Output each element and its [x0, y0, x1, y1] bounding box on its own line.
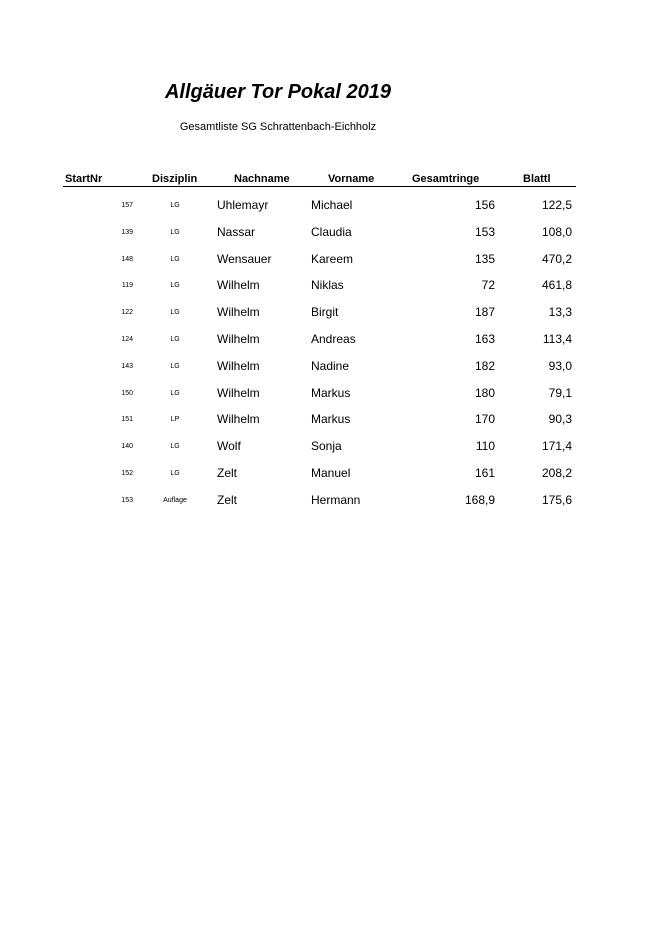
cell-nachname: Wilhelm [217, 358, 260, 373]
table-row [63, 487, 576, 514]
results-table [63, 172, 576, 507]
cell-nachname: Zelt [217, 492, 238, 507]
cell-blattl: 122,5 [541, 198, 572, 212]
cell-gesamtringe: 168,9 [464, 492, 495, 507]
header-disziplin: Disziplin [152, 173, 198, 185]
cell-nachname: Wilhelm [217, 385, 260, 400]
cell-blattl: 171,4 [541, 439, 572, 454]
table-row [63, 219, 576, 246]
cell-blattl: 93,0 [548, 358, 572, 373]
table-row [63, 246, 576, 273]
cell-gesamtringe: 161 [474, 465, 495, 480]
cell-disziplin: LG [170, 228, 180, 236]
cell-disziplin: LG [170, 282, 180, 290]
cell-startnr: 153 [121, 496, 133, 504]
table-row [63, 433, 576, 460]
header-gesamtringe: Gesamtringe [412, 173, 480, 185]
cell-vorname: Niklas [311, 278, 344, 293]
header-startnr: StartNr [65, 173, 103, 185]
cell-vorname: Hermann [311, 492, 361, 507]
cell-startnr: 139 [121, 228, 133, 236]
cell-startnr: 124 [121, 335, 133, 343]
cell-blattl: 470,2 [541, 251, 572, 266]
cell-gesamtringe: 182 [474, 358, 495, 373]
cell-startnr: 157 [121, 202, 133, 209]
cell-disziplin: Auflage [163, 496, 187, 504]
table-body [63, 192, 576, 514]
header-vorname: Vorname [328, 173, 375, 185]
cell-gesamtringe: 163 [474, 331, 495, 346]
table-row [63, 380, 576, 407]
cell-disziplin: LG [170, 389, 180, 397]
cell-vorname: Michael [311, 198, 353, 212]
cell-startnr: 151 [121, 416, 133, 424]
cell-startnr: 148 [121, 255, 133, 263]
cell-disziplin: LG [170, 443, 180, 451]
cell-vorname: Andreas [311, 331, 356, 346]
header-blattl: Blattl [523, 173, 551, 185]
cell-vorname: Kareem [311, 251, 354, 266]
cell-blattl: 13,3 [548, 305, 572, 320]
cell-gesamtringe: 180 [474, 385, 495, 400]
cell-startnr: 143 [121, 362, 133, 370]
table-row [63, 192, 576, 219]
cell-disziplin: LG [170, 469, 180, 477]
cell-startnr: 122 [121, 309, 133, 317]
cell-blattl: 113,4 [542, 331, 572, 346]
cell-nachname: Wilhelm [217, 412, 260, 427]
cell-gesamtringe: 170 [474, 412, 495, 427]
document-title: Allgäuer Tor Pokal 2019 [164, 81, 391, 103]
header-nachname: Nachname [234, 173, 290, 185]
cell-startnr: 119 [121, 282, 133, 290]
cell-startnr: 152 [121, 469, 133, 477]
cell-nachname: Wilhelm [217, 331, 260, 346]
cell-blattl: 90,3 [548, 412, 572, 427]
cell-nachname: Zelt [217, 465, 238, 480]
cell-disziplin: LG [170, 255, 180, 263]
cell-blattl: 175,6 [541, 492, 572, 507]
cell-gesamtringe: 110 [475, 439, 495, 454]
table-header [63, 172, 576, 187]
cell-disziplin: LP [170, 416, 180, 424]
cell-nachname: Wilhelm [217, 305, 260, 320]
cell-nachname: Wilhelm [217, 278, 260, 293]
cell-blattl: 79,1 [548, 385, 572, 400]
cell-nachname: Uhlemayr [217, 198, 269, 212]
cell-vorname: Birgit [311, 305, 339, 320]
table-row [63, 460, 576, 487]
table-row [63, 406, 576, 433]
cell-disziplin: LG [170, 309, 180, 317]
cell-vorname: Sonja [311, 439, 342, 454]
cell-blattl: 208,2 [541, 465, 572, 480]
cell-vorname: Markus [311, 385, 351, 400]
cell-startnr: 140 [121, 443, 133, 451]
cell-nachname: Wolf [217, 439, 241, 454]
cell-gesamtringe: 153 [474, 224, 495, 239]
cell-blattl: 108,0 [541, 224, 572, 239]
table-row [63, 353, 576, 380]
table-row [63, 299, 576, 326]
table-row [63, 326, 576, 353]
cell-disziplin: LG [170, 362, 180, 370]
cell-nachname: Wensauer [217, 251, 272, 266]
cell-gesamtringe: 72 [481, 278, 495, 293]
cell-vorname: Manuel [311, 465, 351, 480]
cell-startnr: 150 [121, 389, 133, 397]
cell-vorname: Claudia [311, 224, 352, 239]
cell-nachname: Nassar [217, 224, 256, 239]
cell-disziplin: LG [170, 335, 180, 343]
table-row [63, 272, 576, 299]
cell-disziplin: LG [170, 202, 180, 209]
document-subtitle: Gesamtliste SG Schrattenbach-Eichholz [179, 121, 377, 133]
cell-gesamtringe: 156 [474, 198, 495, 212]
cell-gesamtringe: 187 [474, 305, 495, 320]
cell-blattl: 461,8 [541, 278, 572, 293]
cell-vorname: Nadine [311, 358, 350, 373]
cell-vorname: Markus [311, 412, 351, 427]
cell-gesamtringe: 135 [474, 251, 495, 266]
